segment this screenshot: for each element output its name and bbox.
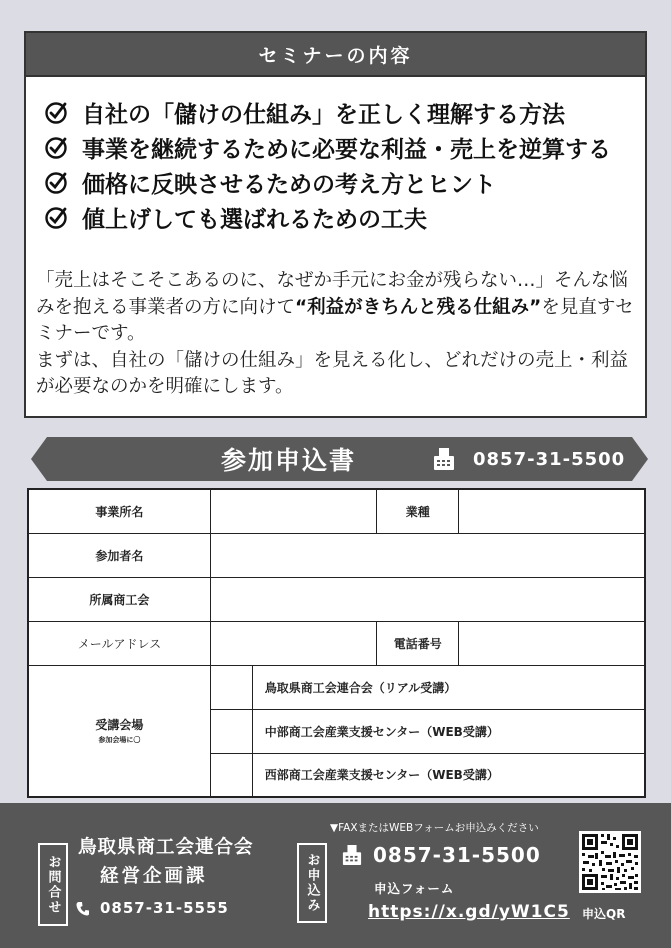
venue-mark-cell[interactable] bbox=[210, 665, 252, 709]
check-circle-icon bbox=[44, 206, 68, 230]
form-row-contact bbox=[28, 621, 645, 665]
application-banner bbox=[31, 437, 648, 481]
desc-text-3: まずは、自社の「儲けの仕組み」を見える化し、どれだけの売上・利益が必要なのかを明確にします。 bbox=[36, 349, 629, 397]
form-row-participant bbox=[28, 533, 645, 577]
business-name-field[interactable] bbox=[210, 489, 376, 533]
email-label: メールアドレス bbox=[28, 621, 210, 665]
web-form-label: 申込フォーム bbox=[374, 881, 455, 896]
seminar-points bbox=[26, 77, 645, 235]
venue-option-label: 中部商工会産業支援センター（WEB受講） bbox=[252, 709, 645, 753]
desc-text-2: を見直すセミナーです。 bbox=[36, 296, 634, 344]
check-circle-icon bbox=[44, 101, 68, 125]
fax-icon bbox=[433, 447, 455, 471]
desc-text-1: 「売上はそこそこあるのに、なぜか手元にお金が残らない…」そんな悩みを抱える事業者の方に向けて bbox=[36, 270, 629, 318]
check-circle-icon bbox=[44, 171, 68, 195]
web-form-link[interactable]: https://x.gd/yW1C5 bbox=[368, 902, 570, 922]
venue-mark-cell[interactable] bbox=[210, 709, 252, 753]
application-form bbox=[27, 488, 646, 798]
org-name: 鳥取県商工会連合会 bbox=[78, 837, 254, 858]
qr-code-icon[interactable] bbox=[579, 831, 641, 893]
banner-fax-number: 0857-31-5500 bbox=[473, 448, 626, 470]
seminar-content-box bbox=[24, 31, 647, 418]
participant-label: 参加者名 bbox=[28, 533, 210, 577]
apply-label: お申込み bbox=[297, 843, 327, 923]
inquiry-label: お問合せ bbox=[38, 843, 68, 926]
seminar-description bbox=[36, 268, 636, 401]
qr-label: 申込QR bbox=[582, 907, 626, 921]
seminar-heading: セミナーの内容 bbox=[26, 33, 645, 77]
tel-number: 0857-31-5555 bbox=[100, 899, 229, 917]
phone-field[interactable] bbox=[459, 621, 645, 665]
venue-label-cell bbox=[28, 665, 210, 797]
industry-field[interactable] bbox=[459, 489, 645, 533]
application-form-title: 参加申込書 bbox=[221, 446, 357, 475]
seminar-point bbox=[44, 130, 645, 165]
seminar-point-text: 値上げしても選ばれるための工夫 bbox=[82, 207, 427, 233]
venue-option bbox=[28, 665, 645, 709]
contact-footer bbox=[0, 803, 671, 948]
apply-note: ▼FAXまたはWEBフォームお申込みください bbox=[330, 822, 539, 834]
chamber-field[interactable] bbox=[210, 577, 645, 621]
seminar-point bbox=[44, 200, 645, 235]
footer-fax-row bbox=[342, 843, 541, 867]
venue-note: 参加会場に〇 bbox=[98, 736, 141, 745]
industry-label: 業種 bbox=[377, 489, 459, 533]
desc-emphasis: “利益がきちんと残る仕組み” bbox=[295, 296, 542, 318]
seminar-point-text: 自社の「儲けの仕組み」を正しく理解する方法 bbox=[82, 102, 565, 128]
fax-icon bbox=[342, 843, 362, 867]
form-row-business bbox=[28, 489, 645, 533]
dept-name: 経営企画課 bbox=[100, 866, 208, 887]
chamber-label: 所属商工会 bbox=[28, 577, 210, 621]
tel-row bbox=[76, 899, 229, 917]
footer-fax-number: 0857-31-5500 bbox=[373, 843, 541, 867]
banner-fax bbox=[433, 437, 625, 481]
venue-option-label: 西部商工会産業支援センター（WEB受講） bbox=[252, 753, 645, 797]
business-name-label: 事業所名 bbox=[28, 489, 210, 533]
phone-label: 電話番号 bbox=[377, 621, 459, 665]
venue-label: 受講会場 bbox=[95, 718, 144, 733]
form-row-chamber bbox=[28, 577, 645, 621]
check-circle-icon bbox=[44, 136, 68, 160]
seminar-point-text: 事業を継続するために必要な利益・売上を逆算する bbox=[82, 137, 611, 163]
venue-mark-cell[interactable] bbox=[210, 753, 252, 797]
phone-icon bbox=[76, 901, 90, 916]
seminar-point-text: 価格に反映させるための考え方とヒント bbox=[82, 172, 496, 198]
participant-field[interactable] bbox=[210, 533, 645, 577]
venue-option-label: 鳥取県商工会連合会（リアル受講） bbox=[252, 665, 645, 709]
email-field[interactable] bbox=[210, 621, 376, 665]
seminar-point bbox=[44, 165, 645, 200]
seminar-point bbox=[44, 95, 645, 130]
